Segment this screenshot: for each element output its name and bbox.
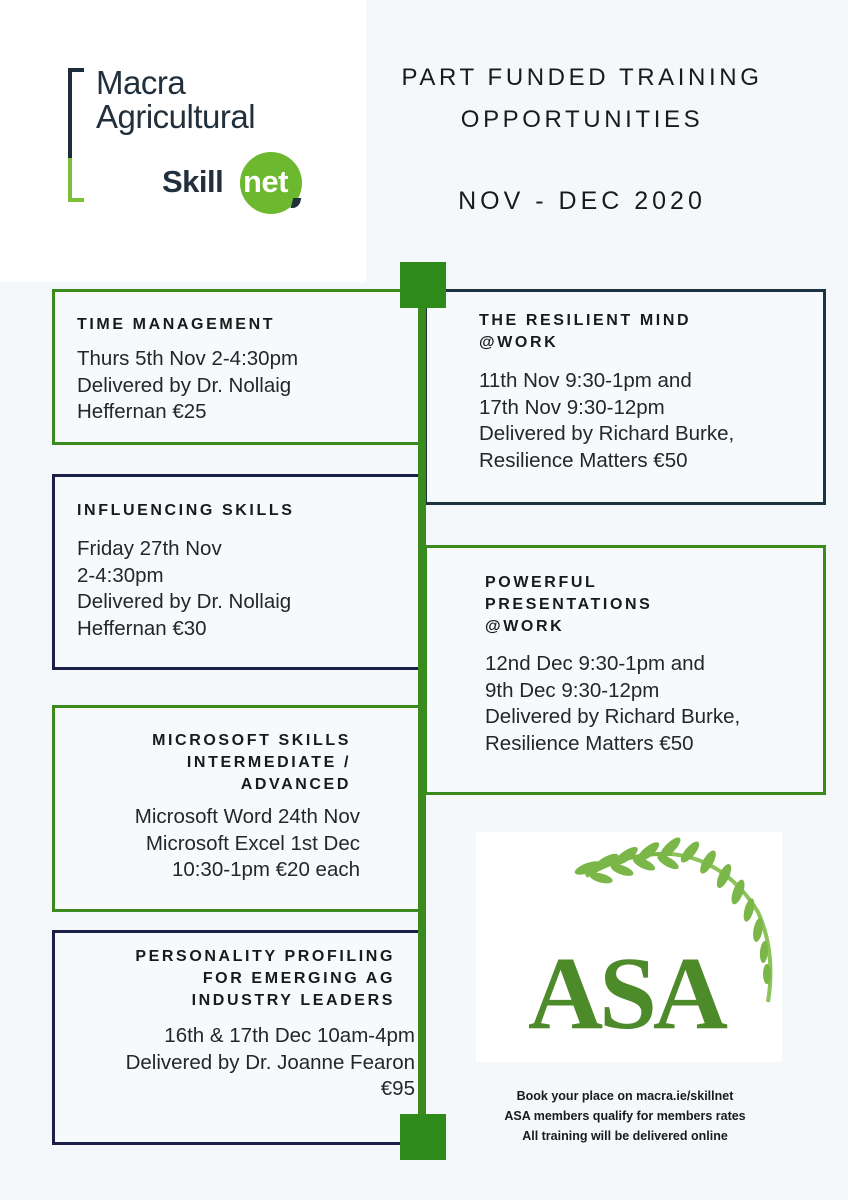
logo-text-net: net: [243, 164, 288, 199]
course-card-time-management: [52, 289, 424, 445]
course-card-personality-profiling: [52, 930, 424, 1145]
course-card-influencing-skills: [52, 474, 424, 670]
asa-text: ASA: [527, 936, 725, 1051]
course-card-powerful-presentations: [424, 545, 826, 795]
logo-bracket-green: [68, 158, 72, 202]
footer-booking: Book your place on macra.ie/skillnet: [516, 1089, 734, 1103]
course-card-microsoft-skills: [52, 705, 424, 912]
logo-text-skill: Skill: [162, 164, 224, 199]
footer-members-rates: ASA members qualify for members rates: [504, 1109, 746, 1123]
logo-text-macra: Macra: [96, 64, 186, 101]
course-title: POWERFUL PRESENTATIONS @WORK: [485, 574, 653, 635]
footer-online: All training will be delivered online: [522, 1129, 728, 1143]
logo-bracket-green-cap: [68, 198, 84, 202]
headline-dates: NOV - DEC 2020: [458, 187, 706, 215]
headline-line-1: PART FUNDED TRAINING: [401, 64, 763, 91]
timeline-line: [418, 284, 426, 1134]
logo-bracket-dark-cap: [68, 68, 84, 72]
timeline-node-bottom: [400, 1114, 446, 1160]
course-details: Thurs 5th Nov 2-4:30pm Delivered by Dr. Nollaig Heffernan €25: [77, 347, 299, 423]
course-title: THE RESILIENT MIND @WORK: [479, 312, 692, 351]
course-details: 11th Nov 9:30-1pm and 17th Nov 9:30-12pm Delivered by Richard Burke, Resilience Matters €50: [479, 369, 735, 472]
course-title: INFLUENCING SKILLS: [77, 502, 295, 519]
header-band-right: [366, 0, 848, 282]
headline-line-2: OPPORTUNITIES: [460, 106, 704, 133]
course-details: Friday 27th Nov 2-4:30pm Delivered by Dr. Nollaig Heffernan €30: [77, 537, 292, 640]
timeline-node-top: [400, 262, 446, 308]
course-title: TIME MANAGEMENT: [77, 316, 276, 333]
course-title: PERSONALITY PROFILING FOR EMERGING AG INDUSTRY LEADERS: [135, 948, 395, 1009]
logo-bracket-dark: [68, 68, 72, 158]
course-title: MICROSOFT SKILLS INTERMEDIATE / ADVANCED: [152, 732, 351, 793]
asa-logo: [476, 832, 782, 1062]
course-details: 12nd Dec 9:30-1pm and 9th Dec 9:30-12pm Delivered by Richard Burke, Resilience Matters €50: [485, 652, 741, 755]
course-details: 16th & 17th Dec 10am-4pm Delivered by Dr. Joanne Fearon €95: [125, 1024, 415, 1100]
logo-text-agricultural: Agricultural: [96, 98, 256, 135]
course-details: Microsoft Word 24th Nov Microsoft Excel 1st Dec 10:30-1pm €20 each: [134, 805, 360, 881]
asa-logo-graphic: [476, 832, 782, 1062]
course-card-resilient-mind: [424, 289, 826, 505]
